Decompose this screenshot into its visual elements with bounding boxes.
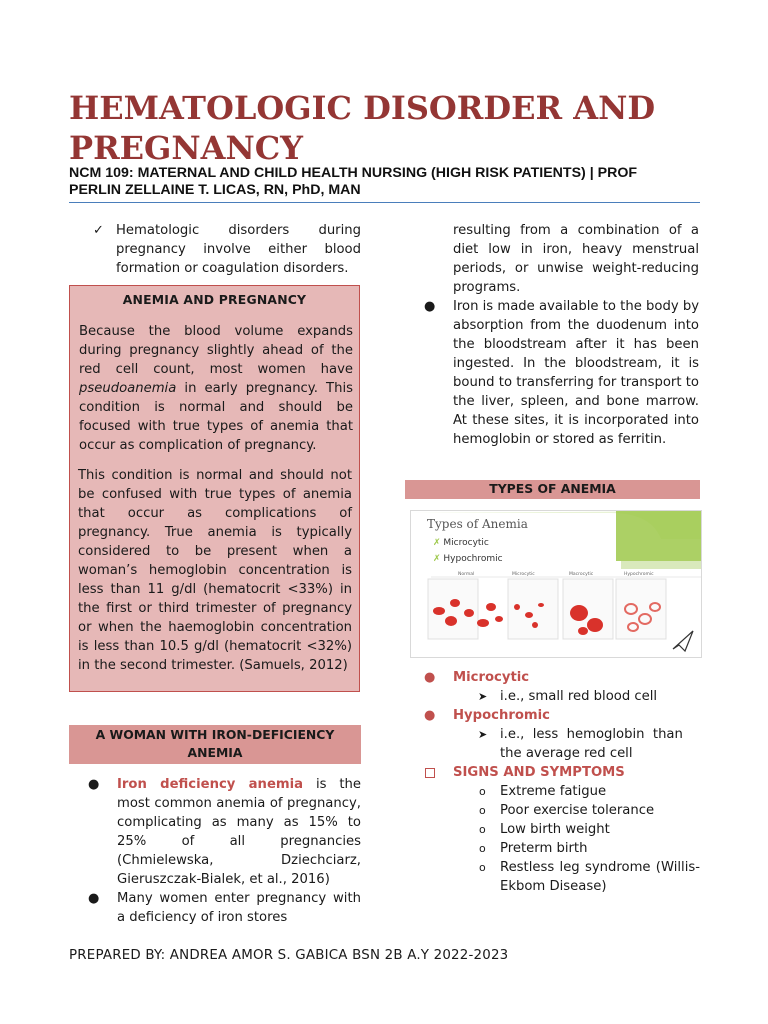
sign-item: Extreme fatigue <box>500 784 607 799</box>
iron-deficiency-heading: A WOMAN WITH IRON-DEFICIENCY ANEMIA <box>69 725 361 764</box>
course-subtitle <box>69 165 709 199</box>
signs-heading: SIGNS AND SYMPTOMS <box>453 765 625 780</box>
x-mark-icon: ✗ <box>433 554 444 564</box>
checkmark-icon: ✓ <box>93 223 104 238</box>
image-title: Types of Anemia <box>427 517 528 531</box>
anemia-types-list <box>405 668 700 896</box>
image-item-1-label: Microcytic <box>443 538 489 548</box>
title-line-1: HEMATOLOGIC DISORDER AND <box>69 89 656 127</box>
bullet-icon: ● <box>88 891 100 906</box>
list-item <box>405 744 700 763</box>
sign-item: Poor exercise tolerance <box>500 803 655 818</box>
sign-item: Low birth weight <box>500 822 610 837</box>
iron-bullet-2-start: Many women enter pregnancy with a deficiency of iron stores <box>117 891 361 925</box>
microcytic-label: Microcytic <box>453 670 530 685</box>
cell-label: Hypochromic <box>624 572 654 577</box>
iron-bullet-1-rest: is the most common anemia of pregnancy, complicating as many as 15% to 25% of all pregnancies (Chmielewska, Dziechciarz, Gieruszczak-Bialek, et al., 2016) <box>117 777 361 887</box>
subtitle-line-1: NCM 109: MATERNAL AND CHILD HEALTH NURSING (HIGH RISK PATIENTS) | PROF <box>69 165 638 181</box>
cell-label: Microcytic <box>512 572 535 577</box>
signs-heading-row <box>405 763 700 782</box>
list-item <box>405 706 700 725</box>
list-item <box>405 820 700 839</box>
bullet-icon: ● <box>424 299 436 314</box>
intro-text: Hematologic disorders during pregnancy involve either blood formation or coagulation disorders. <box>116 223 361 276</box>
iron-bullet-3: Iron is made available to the body by absorption from the duodenum into the bloodstream after it has been ingested. In the bloodstream, it is bound to transferring for transport to the liver, spleen, and bone marrow. At these sites, it is incorporated into hemoglobin or stored as ferritin. <box>453 299 699 447</box>
list-item <box>405 801 700 820</box>
list-item <box>405 687 700 706</box>
list-item <box>405 668 700 687</box>
subtitle-line-2: PERLIN ZELLAINE T. LICAS, RN, PhD, MAN <box>69 182 361 198</box>
circle-bullet-icon: o <box>479 842 486 855</box>
pseudoanemia-term: pseudoanemia <box>79 381 177 396</box>
cell-label: Macrocytic <box>569 572 594 577</box>
anemia-paragraph-2: This condition is normal and should not be confused with true types of anemia that occur as complications of pregnancy. True anemia is typically considered to be present when a woman’s hemoglobin concentration is less than 11 g/dl (hematocrit <33%) in the first or third trimester of pregnancy or when the haemoglobin concentration is less than 10.5 g/dl (hematocrit <32%) in the second trimester. (Samuels, 2012) <box>78 468 352 673</box>
image-item-1 <box>433 538 489 548</box>
sign-item: Restless leg syndrome (Willis-Ekbom Disease) <box>500 860 700 894</box>
sign-item: Preterm birth <box>500 841 588 856</box>
circle-bullet-icon: o <box>479 823 486 836</box>
bullet-icon: ● <box>88 777 100 792</box>
hypochromic-desc-2: the average red cell <box>500 746 633 761</box>
list-item <box>405 725 700 744</box>
p1-before: Because the blood volume expands during pregnancy slightly ahead of the red cell count, most women have <box>79 324 353 377</box>
arrow-icon: ➤ <box>478 690 488 703</box>
anemia-pregnancy-heading: ANEMIA AND PREGNANCY <box>122 292 307 307</box>
hypochromic-label: Hypochromic <box>453 708 550 723</box>
cell-label: Normal <box>458 572 475 577</box>
types-of-anemia-heading: TYPES OF ANEMIA <box>405 480 700 499</box>
list-item <box>69 889 361 927</box>
bullet-icon: ● <box>424 670 436 685</box>
x-mark-icon: ✗ <box>433 538 444 548</box>
p1-after: in early pregnancy. This condition is normal and should be focused with true types of anemia that occur as complication of pregnancy. <box>79 381 353 453</box>
iron-bullets-left <box>69 775 361 927</box>
list-item <box>405 839 700 858</box>
list-item <box>405 297 699 449</box>
iron-bullet-2-continued: resulting from a combination of a diet low in iron, heavy menstrual periods, or unwise weight-reducing programs. <box>453 223 699 295</box>
iron-deficiency-term: Iron deficiency anemia <box>117 777 304 792</box>
anemia-paragraph-1 <box>79 322 353 455</box>
footer-prepared-by: PREPARED BY: ANDREA AMOR S. GABICA BSN 2B A.Y 2022-2023 <box>69 948 509 963</box>
image-item-2-label: Hypochromic <box>443 554 503 564</box>
types-of-anemia-image <box>410 510 702 658</box>
iron-bullets-right <box>405 297 699 449</box>
list-item <box>405 858 700 896</box>
header-divider <box>69 202 700 203</box>
arrow-icon: ➤ <box>478 728 488 741</box>
circle-bullet-icon: o <box>479 785 486 798</box>
title-line-2: PREGNANCY <box>69 129 304 167</box>
microcytic-desc: i.e., small red blood cell <box>500 689 658 704</box>
hypochromic-desc-1: i.e., less hemoglobin than <box>500 727 683 742</box>
list-item <box>69 775 361 889</box>
circle-bullet-icon: o <box>479 804 486 817</box>
page-title <box>69 88 709 168</box>
image-item-2 <box>433 554 503 564</box>
anemia-illustration <box>411 511 701 657</box>
bullet-icon: ● <box>424 708 436 723</box>
list-item <box>405 782 700 801</box>
circle-bullet-icon: o <box>479 861 486 874</box>
checkbox-square-icon <box>425 768 435 778</box>
